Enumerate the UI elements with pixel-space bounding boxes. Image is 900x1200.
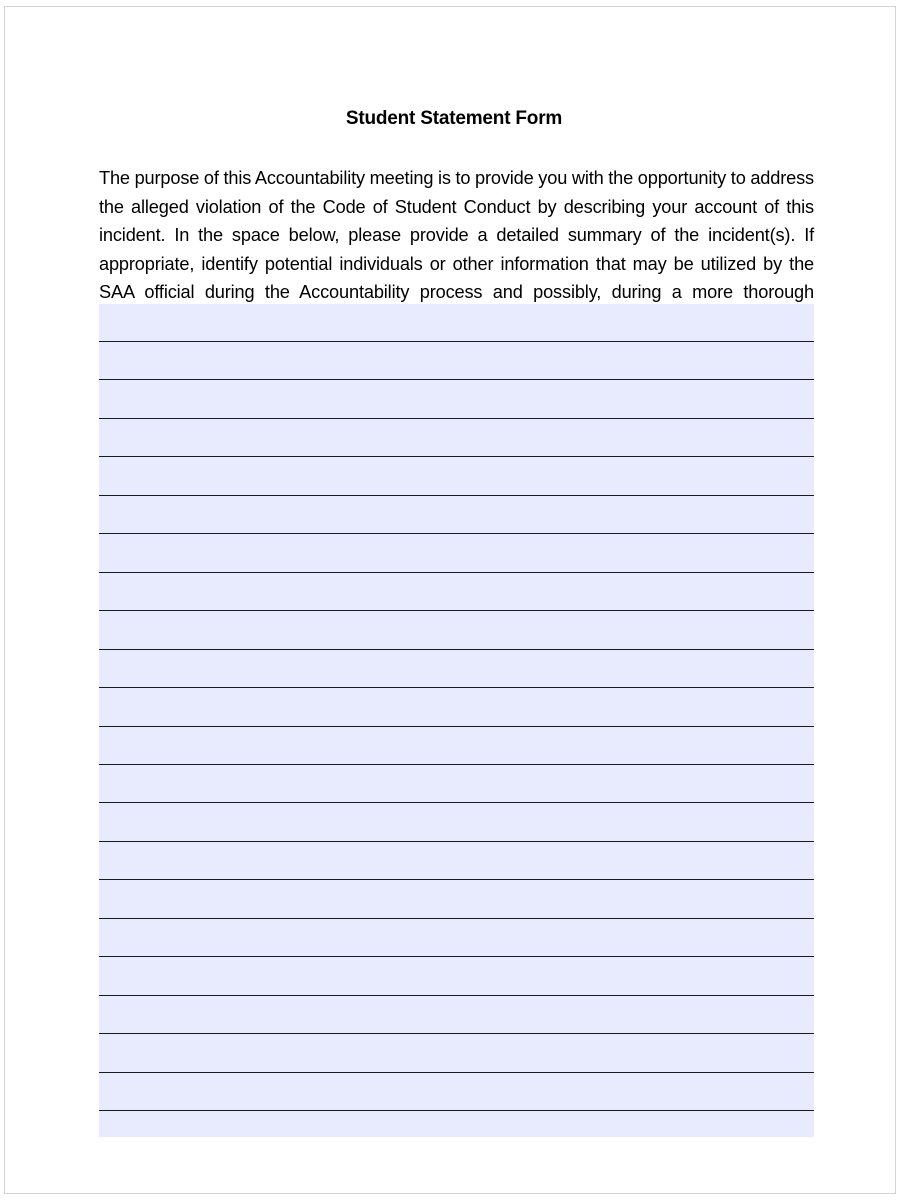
- writing-line: [99, 572, 814, 573]
- writing-line: [99, 533, 814, 534]
- page-title: Student Statement Form: [345, 108, 563, 129]
- writing-line: [99, 649, 814, 650]
- writing-line: [99, 341, 814, 342]
- writing-line: [99, 379, 814, 380]
- writing-line: [99, 726, 814, 727]
- statement-field[interactable]: [99, 304, 814, 1137]
- writing-line: [99, 1072, 814, 1073]
- writing-line: [99, 802, 814, 803]
- writing-line: [99, 995, 814, 996]
- writing-line: [99, 841, 814, 842]
- writing-line: [99, 418, 814, 419]
- writing-line: [99, 1110, 814, 1111]
- writing-line: [99, 764, 814, 765]
- writing-line: [99, 1033, 814, 1034]
- intro-paragraph: The purpose of this Accountability meeting is to provide you with the opportunity to address the alleged violation of the Code of Student Conduct by describing your account of this incident. In the space below, please provide a detailed summary of the incident(s). If appropriate, identify potential individuals or other information that may be utilized by the SAA official during the Accountability process and possibly, during a more thorough: [99, 168, 814, 303]
- writing-line: [99, 687, 814, 688]
- writing-line: [99, 918, 814, 919]
- writing-line: [99, 495, 814, 496]
- writing-line: [99, 956, 814, 957]
- writing-line: [99, 879, 814, 880]
- writing-line: [99, 610, 814, 611]
- writing-line: [99, 456, 814, 457]
